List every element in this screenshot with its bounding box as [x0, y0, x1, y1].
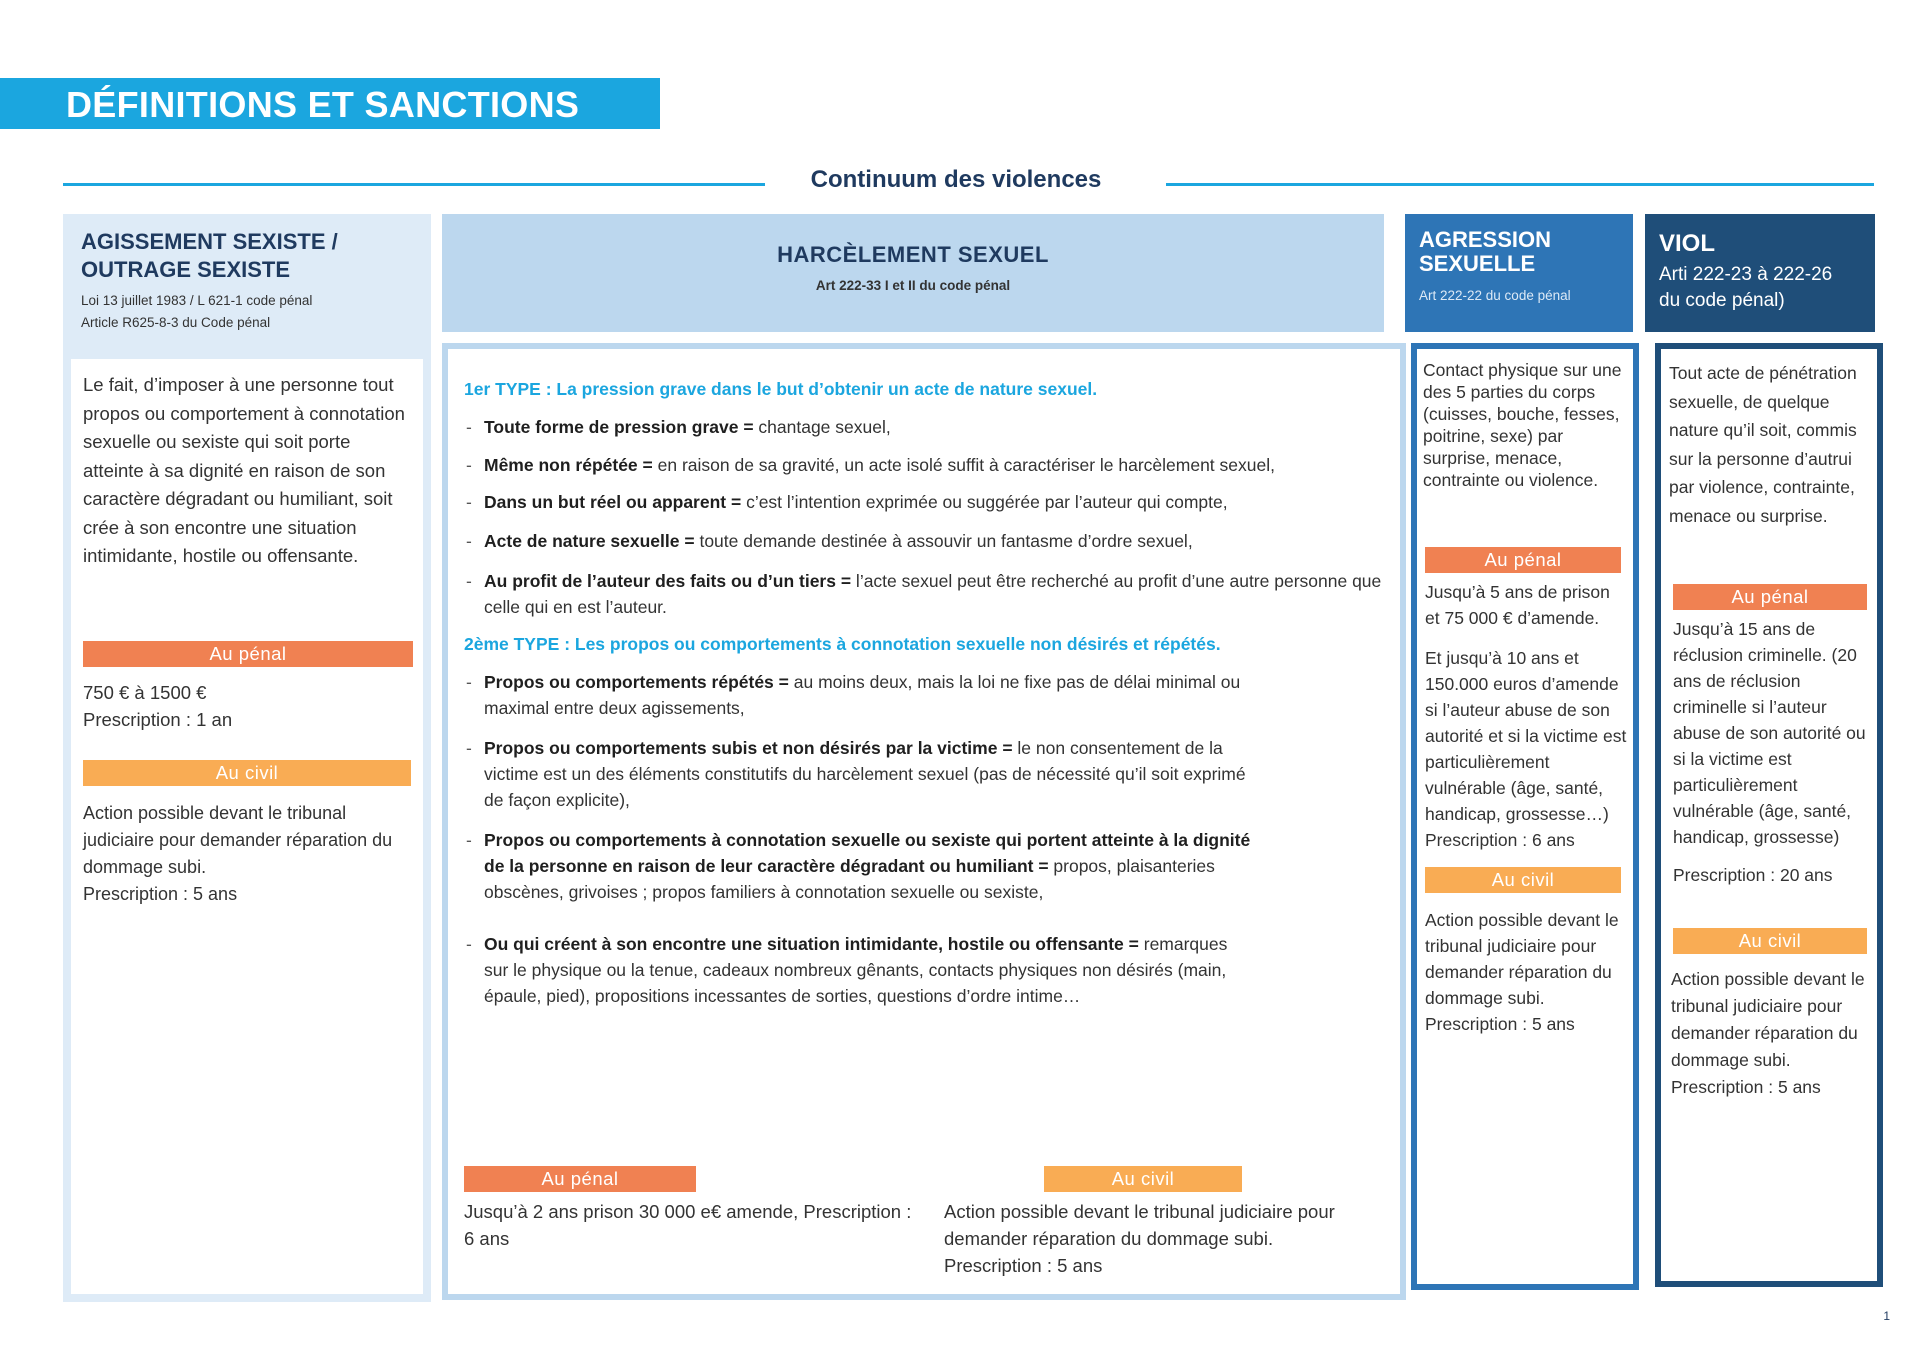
type1-list [464, 414, 1386, 620]
civil-text: Action possible devant le tribunal judiciaire pour demander réparation du dommage subi. Prescription : 5 ans [944, 1201, 1335, 1276]
column-title-line2: SEXUELLE [1419, 251, 1536, 276]
column-content [71, 359, 423, 1294]
penal-extra: Et jusqu’à 10 ans et 150.000 euros d’amende si l’auteur abuse de son autorité et si la victime est particulièrement vulnérable (âge, santé, handicap, grossesse…) [1425, 648, 1627, 824]
list-item [464, 568, 1386, 620]
column-subtitle [81, 290, 413, 334]
item-definition: c’est l’intention exprimée ou suggérée par l’auteur qui compte, [741, 492, 1228, 512]
column-header-viol [1645, 214, 1875, 332]
column-title: HARCÈLEMENT SEXUEL [777, 242, 1049, 267]
continuum-title: Continuum des violences [810, 166, 1102, 193]
column-title-line1: AGRESSION [1419, 227, 1552, 252]
definition-text: Contact physique sur une des 5 parties du corps (cuisses, bouche, fesses, poitrine, sexe) par surprise, menace, contrainte ou violence. [1423, 360, 1622, 490]
list-item [464, 528, 1386, 554]
type1-title: 1er TYPE : La pression grave dans le but d’obtenir un acte de nature sexuel. [464, 379, 1098, 399]
penal-label: Au pénal [83, 641, 413, 667]
item-definition: propos, plaisanteries obscènes, grivoises ; propos familiers à connotation sexuelle ou sexiste, [484, 856, 1215, 902]
item-definition: l’acte sexuel peut être recherché au profit d’une autre personne que celle qui en est l’auteur. [484, 571, 1382, 617]
law-reference-1: Arti 222-23 à 222-26 [1659, 264, 1833, 285]
civil-label: Au civil [1673, 928, 1867, 954]
item-term: Propos ou comportements subis et non désirés par la victime = [484, 738, 1013, 758]
column-subtitle: Art 222-33 I et II du code pénal [815, 278, 1011, 293]
item-term: Propos ou comportements à connotation sexuelle ou sexiste qui portent atteinte à la dignité de la personne en raison de leur caractère dégradant ou humiliant = [484, 830, 1251, 876]
penal-label: Au pénal [1425, 547, 1621, 573]
penal-amount: 750 € à 1500 € [83, 681, 207, 703]
type2-list [464, 669, 1386, 1009]
item-definition: chantage sexuel, [753, 417, 891, 437]
penal-prescription: Prescription : 1 an [83, 708, 233, 730]
list-item [464, 491, 1386, 514]
item-definition: remarques sur le physique ou la tenue, cadeaux nombreux gênants, contacts physiques non désirés (main, épaule, pied), propositions incessantes de sorties, questions d’ordre intime… [484, 934, 1228, 1006]
law-reference-2: Article R625-8-3 du Code pénal [81, 315, 271, 330]
penal-prescription: Prescription : 6 ans [1425, 830, 1575, 850]
item-definition: en raison de sa gravité, un acte isolé suffit à caractériser le harcèlement sexuel, [652, 455, 1275, 475]
civil-text: Action possible devant le tribunal judiciaire pour demander réparation du dommage subi. [83, 802, 393, 877]
column-header-agression-sexuelle [1405, 214, 1633, 332]
column-title-line2: OUTRAGE SEXISTE [81, 257, 291, 282]
civil-prescription: Prescription : 5 ans [1671, 1077, 1821, 1097]
civil-label: Au civil [83, 760, 411, 786]
item-definition: au moins deux, mais la loi ne fixe pas de délai minimal ou maximal entre deux agissements, [484, 672, 1241, 718]
list-item [464, 669, 1256, 721]
column-content [448, 349, 1400, 1294]
item-definition: toute demande destinée à assouvir un fantasme d’ordre sexuel, [694, 531, 1193, 551]
item-term: Au profit de l’auteur des faits ou d’un tiers = [484, 571, 852, 591]
penal-label: Au pénal [1673, 584, 1867, 610]
page-title: DÉFINITIONS ET SANCTIONS [66, 84, 580, 125]
column-body-harcelement-sexuel [442, 343, 1406, 1300]
penal-text: Jusqu’à 5 ans de prison et 75 000 € d’amende. [1425, 582, 1610, 628]
type2-title: 2ème TYPE : Les propos ou comportements à connotation sexuelle non désirés et répétés. [464, 634, 1221, 654]
civil-text: Action possible devant le tribunal judiciaire pour demander réparation du dommage subi. [1425, 910, 1619, 1008]
list-item [464, 931, 1256, 1009]
penal-text: Jusqu’à 2 ans prison 30 000 e€ amende, Prescription : 6 ans [464, 1201, 912, 1249]
civil-label: Au civil [1425, 867, 1621, 893]
civil-text: Action possible devant le tribunal judiciaire pour demander réparation du dommage subi. [1671, 969, 1865, 1070]
list-item [464, 414, 1386, 440]
civil-prescription: Prescription : 5 ans [83, 883, 238, 904]
column-header-harcelement-sexuel [442, 214, 1384, 332]
definition-text: Tout acte de pénétration sexuelle, de quelque nature qu’il soit, commis sur la personne d’autrui par violence, contrainte, menace ou surprise. [1669, 363, 1857, 526]
column-header-agissement-sexiste [63, 214, 431, 353]
item-term: Dans un but réel ou apparent = [484, 492, 742, 512]
item-term: Même non répétée = [484, 455, 653, 475]
item-term: Propos ou comportements répétés = [484, 672, 789, 692]
list-item [464, 827, 1256, 905]
continuum-line-left [63, 183, 765, 186]
penal-text: Jusqu’à 15 ans de réclusion criminelle. (20 ans de réclusion criminelle si l’auteur abuse de son autorité ou si la victime est particulièrement vulnérable (âge, santé, handicap, grossesse) [1673, 619, 1866, 847]
page-number: 1 [1883, 1309, 1890, 1323]
item-term: Toute forme de pression grave = [484, 417, 754, 437]
item-term: Ou qui créent à son encontre une situation intimidante, hostile ou offensante = [484, 934, 1139, 954]
law-reference-2: du code pénal) [1659, 290, 1785, 311]
law-reference-1: Loi 13 juillet 1983 / L 621-1 code pénal [81, 293, 313, 308]
civil-label: Au civil [1044, 1166, 1242, 1192]
civil-prescription: Prescription : 5 ans [1425, 1014, 1575, 1034]
column-title: VIOL [1659, 230, 1716, 257]
page-banner [0, 78, 660, 129]
column-body-viol [1655, 343, 1883, 1287]
civil-block [944, 1166, 1364, 1279]
column-subtitle: Art 222-22 du code pénal [1419, 288, 1571, 303]
column-body-agissement-sexiste [63, 353, 431, 1302]
list-item [464, 735, 1256, 813]
penal-block [464, 1166, 924, 1252]
list-item [464, 454, 1386, 477]
penal-label: Au pénal [464, 1166, 696, 1192]
penal-prescription: Prescription : 20 ans [1673, 865, 1833, 885]
item-term: Acte de nature sexuelle = [484, 531, 695, 551]
continuum-line-right [1166, 183, 1874, 186]
column-title-line1: AGISSEMENT SEXISTE / [81, 229, 338, 254]
item-definition: le non consentement de la victime est un des éléments constitutifs du harcèlement sexuel (pas de nécessité qu’il soit exprimé de façon explicite), [484, 738, 1246, 810]
definition-text: Le fait, d’imposer à une personne tout propos ou comportement à connotation sexuelle ou sexiste qui soit porte atteinte à sa dignité en raison de son caractère dégradant ou humiliant, soit crée à son encontre une situation intimidante, hostile ou offensante. [83, 374, 405, 566]
column-body-agression-sexuelle [1411, 343, 1639, 1290]
